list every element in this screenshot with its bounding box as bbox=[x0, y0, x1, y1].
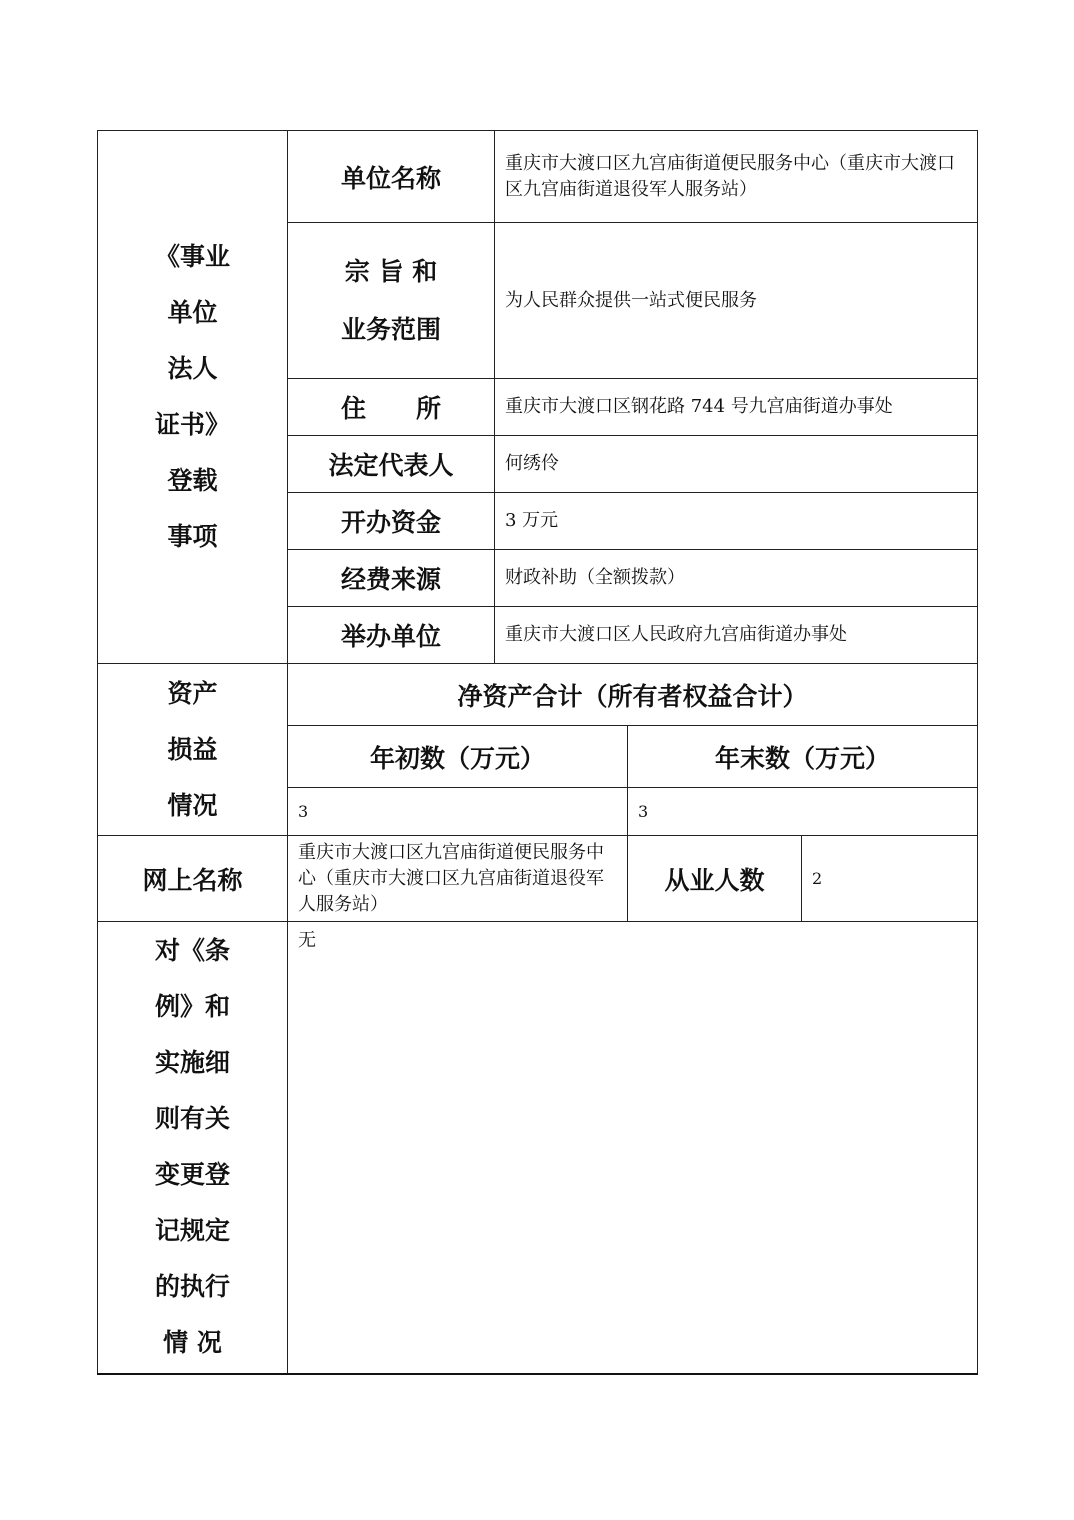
capital-label: 开办资金 bbox=[288, 493, 495, 550]
registration-form bbox=[97, 130, 978, 1375]
legal-rep-value: 何绣伶 bbox=[495, 436, 978, 493]
unit-name-value: 重庆市大渡口区九宫庙街道便民服务中心（重庆市大渡口区九宫庙街道退役军人服务站） bbox=[495, 131, 978, 223]
sponsor-label: 举办单位 bbox=[288, 607, 495, 664]
year-start-value: 3 bbox=[288, 788, 628, 836]
online-name-value: 重庆市大渡口区九宫庙街道便民服务中心（重庆市大渡口区九宫庙街道退役军人服务站） bbox=[288, 836, 628, 922]
year-end-header: 年末数（万元） bbox=[628, 726, 978, 788]
compliance-value: 无 bbox=[288, 922, 978, 1374]
capital-value: 3 万元 bbox=[495, 493, 978, 550]
legal-rep-label: 法定代表人 bbox=[288, 436, 495, 493]
purpose-value: 为人民群众提供一站式便民服务 bbox=[495, 223, 978, 379]
staff-count-label: 从业人数 bbox=[628, 836, 802, 922]
online-name-label: 网上名称 bbox=[98, 836, 288, 922]
year-start-header: 年初数（万元） bbox=[288, 726, 628, 788]
funding-label: 经费来源 bbox=[288, 550, 495, 607]
funding-value: 财政补助（全额拨款） bbox=[495, 550, 978, 607]
sponsor-value: 重庆市大渡口区人民政府九宫庙街道办事处 bbox=[495, 607, 978, 664]
net-assets-header: 净资产合计（所有者权益合计） bbox=[288, 664, 978, 726]
address-label: 住 所 bbox=[288, 379, 495, 436]
address-value: 重庆市大渡口区钢花路 744 号九宫庙街道办事处 bbox=[495, 379, 978, 436]
section-label-assets: 资产 损益 情况 bbox=[98, 664, 288, 836]
unit-name-label: 单位名称 bbox=[288, 131, 495, 223]
section-label-compliance: 对《条 例》和 实施细 则有关 变更登 记规定 的执行 情 况 bbox=[98, 922, 288, 1374]
section-label-certificate: 《事业 单位 法人 证书》 登载 事项 bbox=[98, 131, 288, 664]
staff-count-value: 2 bbox=[802, 836, 978, 922]
purpose-label: 宗 旨 和 业务范围 bbox=[288, 223, 495, 379]
year-end-value: 3 bbox=[628, 788, 978, 836]
